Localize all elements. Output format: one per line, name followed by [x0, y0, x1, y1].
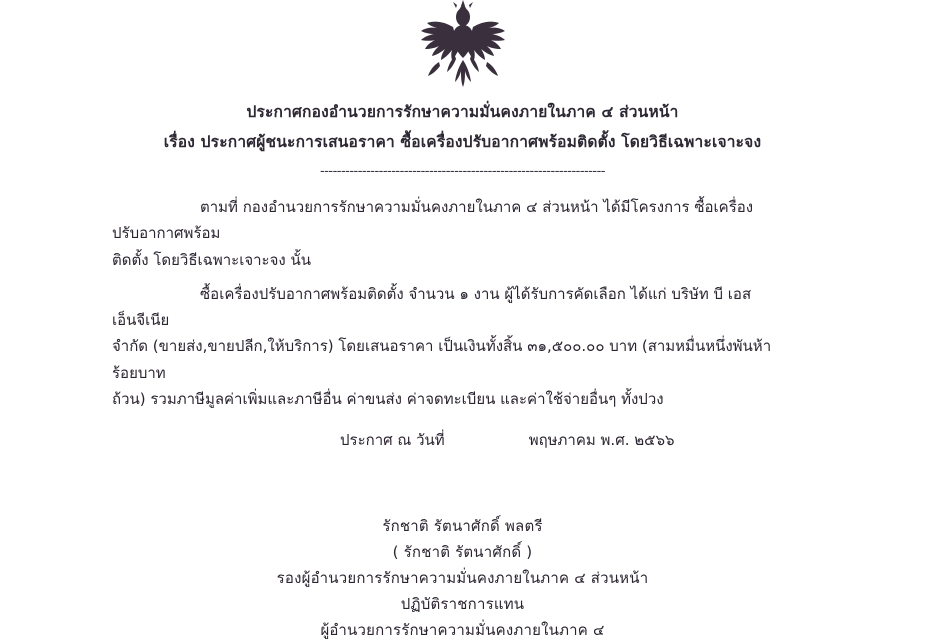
- title-block: [0, 100, 925, 182]
- announcement-title-line-1: ประกาศกองอำนวยการรักษาความมั่นคงภายในภาค ๔ ส่วนหน้า: [246, 103, 679, 121]
- announcement-date-line: [0, 428, 925, 452]
- paragraph-2-text-3: ถ้วน) รวมภาษีมูลค่าเพิ่มและภาษีอื่น ค่าขนส่ง ค่าจดทะเบียน และค่าใช้จ่ายอื่นๆ ทั้งปวง: [112, 389, 664, 408]
- signature-role-line-3: ผู้อำนวยการรักษาความมั่นคงภายในภาค ๔: [320, 620, 605, 639]
- announcement-title-line-2: เรื่อง ประกาศผู้ชนะการเสนอราคา ซื้อเครื่องปรับอากาศพร้อมติดตั้ง โดยวิธีเฉพาะเจาะจง: [163, 133, 762, 152]
- signature-name-parenthesis: ( รักชาติ รัตนาศักดิ์ ): [392, 543, 533, 562]
- paragraph-2: [112, 281, 773, 412]
- emblem-container: [0, 0, 925, 100]
- paragraph-1-text-1: ตามที่ กองอำนวยการรักษาความมั่นคงภายในภาค ๔ ส่วนหน้า ได้มีโครงการ ซื้อเครื่องปรับอากาศพร้อม: [112, 198, 754, 243]
- date-label: ประกาศ ณ วันที่: [340, 431, 445, 450]
- paragraph-2-text-2: จำกัด (ขายส่ง,ขายปลีก,ให้บริการ) โดยเสนอราคา เป็นเงินทั้งสิ้น ๓๑,๕๐๐.๐๐ บาท (สามหมื่นหนึ่งพันห้าร้อยบาท: [112, 337, 772, 382]
- paragraph-2-text-1: ซื้อเครื่องปรับอากาศพร้อมติดตั้ง จำนวน ๑ งาน ผู้ได้รับการคัดเลือก ได้แก่ บริษัท บี เอส เอ็นจีเนีย: [112, 284, 752, 330]
- garuda-emblem-icon: [409, 0, 517, 100]
- signature-role-line-1: รองผู้อำนวยการรักษาความมั่นคงภายในภาค ๔ ส่วนหน้า: [276, 569, 649, 588]
- paragraph-1: [112, 194, 773, 273]
- signature-block: [0, 514, 925, 644]
- title-divider: --------------------------------------------------------------------: [320, 164, 605, 180]
- date-value: พฤษภาคม พ.ศ. ๒๕๖๖: [528, 431, 675, 450]
- document-body: [0, 194, 925, 412]
- signature-role-line-2: ปฏิบัติราชการแทน: [400, 594, 525, 613]
- signature-name: รักชาติ รัตนาศักดิ์ พลตรี: [382, 517, 543, 536]
- paragraph-1-text-2: ติดตั้ง โดยวิธีเฉพาะเจาะจง นั้น: [112, 250, 311, 269]
